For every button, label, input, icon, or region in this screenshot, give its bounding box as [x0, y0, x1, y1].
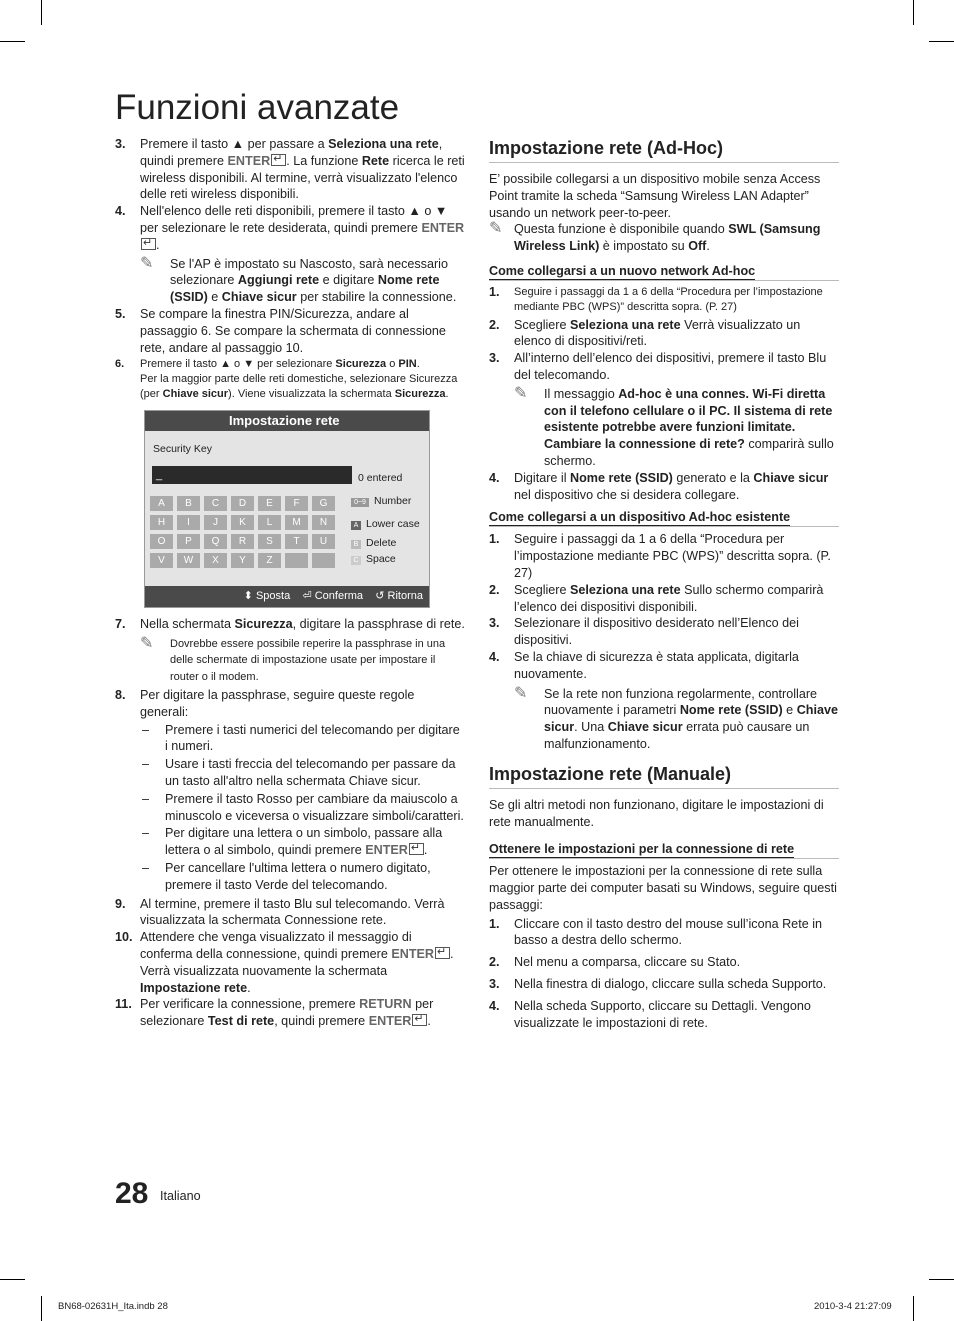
subheading-new-adhoc: Come collegarsi a un nuovo network Ad-hoc: [489, 263, 756, 278]
number-key-icon: 0~9: [351, 498, 369, 507]
dash: –: [142, 791, 150, 806]
enter-key-label: ENTER: [391, 947, 435, 961]
keyboard-key[interactable]: D: [231, 496, 254, 511]
step-number: 4.: [489, 998, 500, 1013]
text: generato e la: [672, 470, 754, 485]
existing-step-3: [489, 615, 839, 649]
keyboard-key[interactable]: Y: [231, 553, 254, 568]
keyboard-key[interactable]: Z: [258, 553, 281, 568]
text-bold: PIN: [398, 358, 417, 371]
section-heading-adhoc: Impostazione rete (Ad-Hoc): [489, 136, 839, 163]
subheading-existing-adhoc: Come collegarsi a un dispositivo Ad-hoc esistente: [489, 510, 791, 525]
keyboard-key[interactable]: O: [150, 534, 173, 549]
paragraph: Se gli altri metodi non funzionano, digitare le impostazioni di rete manualmente.: [489, 797, 824, 829]
text: .: [445, 387, 449, 400]
keyboard-key[interactable]: R: [231, 534, 254, 549]
lowercase-option[interactable]: [351, 516, 420, 533]
keyboard-key[interactable]: U: [312, 534, 335, 549]
dash: –: [142, 826, 150, 841]
text: e: [207, 290, 222, 305]
page-title: Funzioni avanzate: [115, 88, 400, 127]
text-bold: SWL (Samsung Wireless Link): [514, 222, 821, 254]
move-label: Sposta: [255, 589, 291, 602]
move-icon: ⬍: [243, 589, 253, 602]
step-number: 3.: [489, 351, 500, 366]
step-5: [115, 306, 465, 356]
bullet: [140, 722, 465, 756]
text: e digitare: [319, 273, 378, 288]
step-number: 4.: [489, 649, 500, 664]
return-icon: ↺: [375, 589, 385, 602]
pencil-icon: ✎: [140, 634, 154, 652]
text: per selezionare: [140, 997, 434, 1029]
space-option[interactable]: [351, 551, 396, 568]
crop-mark: [0, 41, 25, 42]
step-number: 9.: [115, 896, 126, 911]
new-step-4: [489, 470, 839, 504]
text: Premere il tasto ▲ o ▼ per selezionare: [140, 358, 336, 371]
step-7: [115, 616, 465, 685]
note: [489, 221, 839, 255]
dash: –: [142, 722, 150, 737]
text: .: [427, 1014, 431, 1029]
bullet: [140, 860, 465, 894]
keyboard-key[interactable]: C: [204, 496, 227, 511]
crop-mark: [0, 1279, 25, 1280]
text: , quindi premere: [274, 1014, 369, 1029]
text-bold: Sicurezza: [335, 358, 387, 371]
note: [140, 636, 465, 686]
text-bold: Chiave sicur: [544, 703, 839, 735]
text-bold: Seleziona una rete: [570, 317, 681, 332]
print-file-info: BN68-02631H_Ita.indb 28: [58, 1301, 168, 1312]
crop-mark: [913, 1296, 914, 1321]
text: .: [706, 239, 710, 254]
text: .: [156, 237, 160, 252]
new-step-2: [489, 317, 839, 351]
enter-key-label: ENTER: [421, 220, 465, 235]
paragraph: E’ possibile collegarsi a un dispositivo mobile senza Access Point tramite la scheda “Samsung Wireless LAN Adapter” usando un network peer-to-peer.: [489, 172, 821, 220]
text: ricerca le reti wireless disponibili. Al termine, verrà visualizzato l'elenco delle reti wireless disponibili.: [140, 153, 465, 202]
keyboard-key[interactable]: P: [177, 534, 200, 549]
text: Scegliere: [514, 582, 571, 597]
section-heading-manual: Impostazione rete (Manuale): [489, 762, 839, 789]
keyboard-key[interactable]: H: [150, 515, 173, 530]
keyboard-key[interactable]: L: [258, 515, 281, 530]
text: . Una: [574, 720, 608, 735]
text: Se compare la finestra PIN/Sicurezza, andare al passaggio 6. Se compare la schermata di connessione rete, andare al passaggio 10.: [140, 306, 446, 355]
step-number: 2.: [489, 955, 500, 970]
text: Per la maggior parte delle reti domestiche, selezionare Sicurezza (per: [140, 373, 458, 400]
obtain-step-1: [489, 916, 839, 950]
note: [514, 686, 839, 753]
text: comparirà sullo schermo.: [544, 437, 834, 468]
text-bold: Chiave sicur: [162, 387, 229, 400]
text-bold: Seleziona una rete: [328, 137, 439, 151]
enter-icon: [435, 947, 450, 959]
text-bold: Chiave sicur: [221, 290, 297, 305]
step-8: [115, 687, 465, 894]
option-label: Lower case: [366, 517, 420, 530]
text: Se la chiave di sicurezza è stata applicata, digitarla nuovamente.: [514, 649, 799, 681]
text: Premere i tasti numerici del telecomando per digitare i numeri.: [165, 722, 460, 754]
security-key-input[interactable]: [152, 466, 352, 484]
text-bold: Chiave sicur: [607, 720, 683, 735]
enter-icon: [141, 238, 156, 250]
note: [514, 386, 839, 470]
text-bold: Test di rete: [207, 1014, 275, 1029]
text-bold: Sicurezza: [234, 616, 293, 631]
back-label: Ritorna: [387, 589, 423, 602]
pencil-icon: ✎: [140, 254, 154, 272]
right-column: [489, 136, 839, 1031]
keyboard-key[interactable]: N: [312, 515, 335, 530]
text: .: [423, 843, 428, 858]
step-number: 7.: [115, 616, 126, 631]
text: Scegliere: [514, 317, 571, 332]
option-label: Number: [374, 494, 412, 507]
dialog-footer: [145, 586, 429, 607]
text: Digitare il: [514, 470, 570, 485]
text-bold: Nome rete (SSID): [170, 273, 440, 305]
dialog-header: Impostazione rete: [145, 411, 429, 431]
text: Attendere che venga visualizzato il messaggio di conferma della connessione, quindi premere: [140, 930, 412, 961]
delete-option[interactable]: [351, 535, 396, 552]
text: ). Viene visualizzata la schermata: [228, 387, 395, 400]
text-bold: Rete: [361, 153, 390, 168]
text-bold: Sicurezza: [394, 387, 446, 400]
bullet: [140, 756, 465, 790]
step-number: 3.: [115, 137, 126, 151]
text: Nella schermata: [140, 616, 235, 631]
text: per stabilire la connessione.: [296, 290, 457, 305]
text: Premere il tasto Rosso per cambiare da maiuscolo a minuscolo e viceversa o visualizzare simboli/caratteri.: [165, 791, 464, 823]
text: Usare i tasti freccia del telecomando per passare da un tasto all'altro nella schermata Chiave sicur.: [165, 757, 456, 789]
step-3: [115, 136, 465, 203]
text: . La funzione: [286, 153, 362, 168]
bullet: [140, 825, 465, 859]
step-number: 2.: [489, 582, 500, 597]
red-button-icon: A: [351, 521, 361, 530]
enter-icon: [271, 154, 286, 166]
left-column: [115, 136, 465, 1030]
text: Per digitare la passphrase, seguire queste regole generali:: [140, 688, 415, 719]
subheading-wrap: [489, 509, 839, 527]
text: Nel menu a comparsa, cliccare su Stato.: [514, 955, 741, 970]
text: , digitare la passphrase di rete.: [292, 616, 465, 631]
keyboard-key[interactable]: F: [285, 496, 308, 511]
text: e: [782, 703, 797, 718]
text: .: [416, 358, 420, 371]
text-bold: Aggiungi rete: [237, 273, 320, 288]
text-bold: Chiave sicur: [753, 470, 829, 485]
step-number: 4.: [489, 470, 500, 485]
step-6: [115, 357, 465, 401]
text: Il messaggio: [544, 386, 619, 401]
entered-count: 0 entered: [358, 471, 403, 484]
text: Sullo schermo comparirà l’elenco dei dispositivi disponibili.: [514, 582, 824, 614]
enter-key-label: ENTER: [368, 1014, 412, 1029]
new-step-1: [489, 285, 839, 315]
existing-step-1: [489, 531, 839, 581]
note: [140, 256, 465, 306]
subheading-obtain-settings: Ottenere le impostazioni per la connessione di rete: [489, 842, 795, 857]
keyboard-key[interactable]: W: [177, 553, 200, 568]
crop-mark: [41, 1296, 42, 1321]
step-number: 3.: [489, 616, 500, 631]
step-number: 11.: [115, 997, 132, 1012]
page-number: 28: [115, 1177, 149, 1210]
text: Se l'AP è impostato su Nascosto, sarà necessario selezionare: [170, 256, 448, 288]
keyboard-key[interactable]: [312, 553, 335, 568]
text: o: [386, 358, 399, 371]
step-10: [115, 929, 465, 996]
keyboard-key[interactable]: Q: [204, 534, 227, 549]
crop-mark: [929, 41, 954, 42]
paragraph: Per ottenere le impostazioni per la connessione di rete sulla maggior parte dei computer basati su Windows, seguire questi passaggi:: [489, 864, 837, 912]
pencil-icon: ✎: [514, 384, 528, 402]
step-number: 10.: [115, 930, 133, 945]
keyboard-key[interactable]: G: [312, 496, 335, 511]
option-label: Delete: [366, 536, 397, 549]
security-key-label: Security Key: [153, 442, 212, 455]
text: Seguire i passaggi da 1 a 6 della “Procedura per l’impostazione mediante PBC (WPS)” descritta sopra. (P. 27): [514, 285, 823, 313]
keyboard-key[interactable]: T: [285, 534, 308, 549]
pencil-icon: ✎: [489, 220, 503, 238]
text: Dovrebbe essere possibile reperire la passphrase in una delle schermate di impostazione usate per impostare il router o il modem.: [170, 637, 446, 683]
keyboard-key[interactable]: B: [177, 496, 200, 511]
crop-mark: [913, 0, 914, 25]
step-9: [115, 896, 465, 930]
option-label: Space: [366, 552, 396, 565]
step-11: [115, 996, 465, 1030]
green-button-icon: B: [351, 540, 361, 549]
step-number: 2.: [489, 317, 500, 332]
step-4: [115, 203, 465, 306]
text: Nella finestra di dialogo, cliccare sulla scheda Supporto.: [514, 977, 827, 992]
pencil-icon: ✎: [514, 684, 528, 702]
step-number: 6.: [115, 358, 125, 371]
enter-icon: [412, 1014, 427, 1026]
step-number: 3.: [489, 977, 500, 992]
step-number: 4.: [115, 204, 126, 219]
text: Al termine, premere il tasto Blu sul telecomando. Verrà visualizzata la schermata Connessione rete.: [140, 896, 445, 928]
confirm-label: Conferma: [314, 589, 364, 602]
text-bold: Impostazione rete: [140, 980, 248, 995]
print-timestamp: 2010-3-4 21:27:09: [814, 1301, 892, 1312]
text: è impostato su: [599, 239, 689, 254]
step-number: 1.: [489, 916, 500, 931]
text-bold: Nome rete (SSID): [570, 470, 673, 485]
step-number: 5.: [115, 306, 126, 321]
language-label: Italiano: [160, 1189, 201, 1203]
existing-step-2: [489, 582, 839, 616]
dash: –: [142, 861, 150, 876]
text: Per verificare la connessione, premere: [140, 997, 360, 1012]
text: Selezionare il dispositivo desiderato nell’Elenco dei dispositivi.: [514, 616, 799, 648]
text: Seguire i passaggi da 1 a 6 della “Procedura per l’impostazione mediante PBC (WPS)” descritta sopra. (P. 27): [514, 532, 831, 580]
dash: –: [142, 757, 150, 772]
obtain-step-2: [489, 954, 839, 971]
text: All’interno dell’elenco dei dispositivi, premere il tasto Blu del telecomando.: [514, 351, 827, 382]
enter-key-label: ENTER: [365, 843, 408, 858]
crop-mark: [929, 1279, 954, 1280]
number-option[interactable]: [351, 493, 411, 510]
return-key-label: RETURN: [359, 997, 412, 1012]
keyboard-key[interactable]: K: [231, 515, 254, 530]
text-bold: Ad-hoc è una connes. Wi-Fi diretta con il telefono cellulare o il PC. Il sistema di rete esistente potrebbe avere funzioni limitate. Cambiare la connessione di rete?: [544, 386, 833, 452]
text: .: [247, 980, 251, 995]
text-bold: Nome rete (SSID): [679, 703, 783, 718]
existing-step-4: [489, 649, 839, 753]
crop-mark: [41, 0, 42, 25]
text: Nell'elenco delle reti disponibili, premere il tasto ▲ o ▼ per selezionare le rete desiderata, quindi premere: [140, 204, 448, 235]
tv-security-key-dialog: [144, 410, 430, 608]
subheading-wrap: [489, 263, 839, 281]
obtain-step-4: [489, 998, 839, 1032]
text: Per digitare una lettera o un simbolo, passare alla lettera o al simbolo, quindi premere: [165, 826, 443, 858]
cursor: _: [156, 468, 163, 481]
enter-icon: ⏎: [302, 589, 312, 602]
subheading-wrap: [489, 841, 839, 859]
keyboard-key[interactable]: M: [285, 515, 308, 530]
step-number: 1.: [489, 284, 500, 299]
text: Per cancellare l'ultima lettera o numero digitato, premere il tasto Verde del telecomando.: [165, 861, 431, 892]
text: Se la rete non funziona regolarmente, controllare nuovamente i parametri: [544, 686, 818, 718]
text: Nella scheda Supporto, cliccare su Dettagli. Vengono visualizzate le impostazioni di rete.: [514, 998, 811, 1030]
text: nel dispositivo che si desidera collegare.: [514, 487, 740, 502]
text: Cliccare con il tasto destro del mouse sull’icona Rete in basso a destra dello schermo.: [514, 916, 822, 948]
text-bold: Off: [688, 239, 707, 254]
step-number: 1.: [489, 532, 500, 547]
text: Premere il tasto ▲ per passare a: [140, 137, 329, 151]
enter-icon: [409, 843, 424, 855]
step-number: 8.: [115, 688, 126, 703]
obtain-step-3: [489, 976, 839, 993]
new-step-3: [489, 350, 839, 470]
keyboard-key[interactable]: E: [258, 496, 281, 511]
keyboard-key[interactable]: X: [204, 553, 227, 568]
text: Questa funzione è disponibile quando: [514, 222, 729, 237]
enter-key-label: ENTER: [227, 153, 271, 168]
text: , quindi premere: [140, 137, 443, 168]
text: . Verrà visualizzata nuovamente la schermata: [140, 947, 454, 978]
keyboard-key[interactable]: I: [177, 515, 200, 530]
keyboard-key[interactable]: V: [150, 553, 173, 568]
text: Verrà visualizzato un elenco di dispositivi/reti.: [514, 317, 801, 349]
keyboard-key[interactable]: S: [258, 534, 281, 549]
yellow-button-icon: C: [351, 556, 361, 565]
text: errata può causare un malfunzionamento.: [544, 720, 810, 751]
keyboard-key[interactable]: A: [150, 496, 173, 511]
keyboard-key[interactable]: J: [204, 515, 227, 530]
text-bold: Seleziona una rete: [570, 582, 681, 597]
bullet: [140, 791, 465, 825]
keyboard-key[interactable]: [285, 553, 308, 568]
